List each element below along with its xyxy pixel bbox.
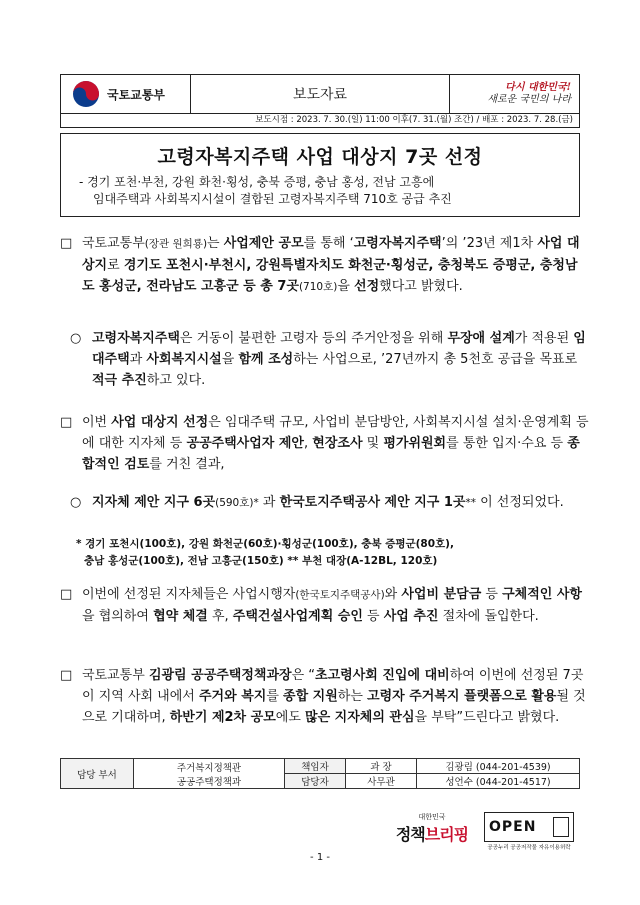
text-run: 및 (362, 436, 384, 451)
text-run: 주택건설사업계획 승인 (232, 609, 363, 624)
text-run: 하는 사업으로, ’27년까지 총 5천호 공급을 목표로 (293, 352, 578, 367)
square-bullet-icon: □ (60, 415, 73, 430)
text-run: 함께 조성 (238, 352, 294, 367)
text-run: 협약 체결 (153, 609, 208, 624)
open-label: OPEN (489, 819, 537, 835)
text-run: 이번에 선정된 지자체들은 사업시행자 (82, 587, 296, 602)
text-run: 지자체 제안 지구 6곳 (92, 495, 216, 510)
text-run: 될 것으로 기대하며, (82, 689, 586, 725)
footnote (76, 536, 586, 570)
text-run: 김광림 공공주택정책과장 (148, 668, 292, 683)
page-number: - 1 - (310, 852, 330, 863)
slogan-line2: 새로운 국민의 나라 (487, 94, 571, 105)
brand-part1: 정책 (395, 825, 425, 844)
brand-small: 대한민국 (418, 813, 446, 821)
text-run: 로 (107, 258, 124, 273)
paragraph-6-text (82, 665, 590, 728)
text-run: 국토교통부 (82, 668, 149, 683)
text-run: 는 (207, 236, 224, 251)
square-bullet-icon: □ (60, 587, 73, 602)
paragraph-1-text (82, 233, 590, 298)
text-run: ’의 ’23년 제1차 (441, 236, 538, 251)
text-run: 은 거동이 불편한 고령자 등의 주거안정을 위해 (179, 331, 448, 346)
position-2: 사무관 (346, 774, 417, 789)
title-box (60, 133, 580, 217)
text-run: , (304, 436, 313, 451)
role-2: 담당자 (285, 774, 346, 789)
license-icon (553, 817, 569, 837)
paragraph-1 (60, 233, 590, 298)
square-bullet-icon: □ (60, 668, 73, 683)
text-run: 선정 (354, 279, 380, 294)
footnote-line2: 충남 홍성군(100호), 전남 고흥군(150호) ** 부천 대장(A-12BL, 120호) (84, 555, 438, 567)
text-run: 사업제안 공모 (223, 236, 304, 251)
text-run: 평가위원회 (383, 436, 447, 451)
slogan (449, 75, 579, 113)
text-run: 고령자복지주택 (92, 331, 180, 346)
circle-bullet-icon: ○ (70, 331, 82, 346)
text-run: 하는 (337, 689, 368, 704)
text-run: 을 협의하여 (82, 609, 154, 624)
text-run: 임대주택 (92, 331, 586, 367)
text-run: 주거와 복지 (199, 689, 267, 704)
text-run: (710호) (298, 281, 338, 293)
text-run: 경기도 포천시·부천시, 강원특별자치도 화천군·횡성군, 충청북도 증평군, 충청남도 홍성군, 전라남도 고흥군 등 총 7곳 (82, 258, 578, 294)
text-run: (장관 원희룡) (144, 238, 208, 250)
paragraph-3 (60, 412, 590, 475)
paragraph-3-text (82, 412, 590, 475)
text-run: 사업 대상지 (82, 236, 580, 273)
text-run: 초고령사회 진입에 대비 (315, 668, 450, 683)
paragraph-5-text (82, 584, 590, 627)
brand-text (392, 822, 472, 845)
text-run: 사회복지시설 (146, 352, 222, 367)
text-run: 을 (221, 352, 239, 367)
text-run: 을 부탁”드린다고 밝혔다. (414, 710, 560, 725)
text-run: 과 (258, 495, 280, 510)
text-run: ** (465, 497, 476, 509)
text-run: 를 통해 ‘ (303, 236, 354, 251)
text-run: 종합적인 검토 (82, 436, 580, 472)
text-run: (한국토지주택공사) (295, 589, 385, 601)
text-run: 등 (481, 587, 503, 602)
role-1: 책임자 (285, 759, 346, 774)
dept-label: 담당 부서 (61, 759, 134, 789)
text-run: 후, (207, 609, 233, 624)
text-run: 를 (266, 689, 284, 704)
text-run: 많은 지자체의 관심 (305, 710, 415, 725)
dept-cell (134, 759, 285, 789)
page-title: 고령자복지주택 사업 대상지 7곳 선정 (157, 146, 483, 168)
header (60, 74, 580, 114)
text-run: 사업 대상지 선정 (111, 415, 209, 430)
text-run: 사업 추진 (383, 609, 439, 624)
text-run: 가 적용된 (514, 331, 574, 346)
text-run: 에도 (275, 710, 306, 725)
text-run: 하반기 제2차 공모 (169, 710, 276, 725)
text-run: 사업비 분담금 (401, 587, 482, 602)
paragraph-4-text (92, 492, 590, 514)
brand-part2: 브리핑 (424, 825, 469, 844)
text-run: 적극 추진 (92, 373, 147, 388)
text-run: 은 “ (291, 668, 316, 683)
text-run: 를 통한 입지·수요 등 (446, 436, 568, 451)
text-run: 등 (362, 609, 384, 624)
text-run: 이번 (82, 415, 112, 430)
text-run: 하고 있다. (146, 373, 206, 388)
slogan-line1: 다시 대한민국! (505, 82, 571, 93)
position-1: 과 장 (346, 759, 417, 774)
text-run: (590호)* (215, 497, 259, 509)
open-caption: 공공누리 공공저작물 자유이용허락 (487, 845, 571, 851)
text-run: 했다고 밝혔다. (379, 279, 463, 294)
release-info: 보도시점 : 2023. 7. 30.(일) 11:00 이후(7. 31.(월) 조간) / 배포 : 2023. 7. 28.(금) (60, 114, 580, 128)
text-run: 공공주택사업자 제안 (186, 436, 304, 451)
square-bullet-icon: □ (60, 236, 73, 251)
text-run: 을 (337, 279, 355, 294)
subtitle (79, 174, 579, 208)
text-run: 와 (384, 587, 402, 602)
text-run: 현장조사 (312, 436, 363, 451)
text-run: 무장애 설계 (447, 331, 515, 346)
paragraph-2-text (92, 328, 590, 391)
text-run: 고령자복지주택 (353, 236, 442, 251)
text-run: 구체적인 사항 (502, 587, 582, 602)
paragraph-2 (70, 328, 590, 391)
footnote-line1: * 경기 포천시(100호), 강원 화천군(60호)·횡성군(100호), 충북 증평군(80호), (76, 538, 454, 550)
text-run: 국토교통부 (82, 236, 145, 251)
person-2: 성언수 (044-201-4517) (417, 774, 580, 789)
contact-table (60, 758, 580, 789)
text-run: 종합 지원 (283, 689, 338, 704)
ministry-logo (61, 75, 191, 113)
paragraph-5 (60, 584, 590, 627)
text-run: 절차에 돌입한다. (438, 609, 539, 624)
taegeuk-icon (71, 79, 101, 109)
ministry-name: 국토교통부 (107, 87, 165, 102)
text-run: 고령자 주거복지 플랫폼으로 활용 (367, 689, 557, 704)
open-license-badge (484, 812, 574, 842)
dept-line1: 주거복지정책관 (176, 762, 242, 774)
text-run: 를 거친 결과, (149, 457, 225, 472)
policy-briefing-logo (392, 812, 472, 845)
text-run: 한국토지주택공사 제안 지구 1곳 (279, 495, 466, 510)
subtitle-line1: - 경기 포천·부천, 강원 화천·횡성, 충북 증평, 충남 홍성, 전남 고흥에 (79, 175, 435, 189)
dept-line2: 공공주택정책과 (176, 776, 242, 788)
person-1: 김광림 (044-201-4539) (417, 759, 580, 774)
text-run: 하여 이번에 선정된 7곳이 지역 사회 내에서 (82, 668, 584, 704)
paragraph-4 (70, 492, 590, 514)
text-run: 이 선정되었다. (475, 495, 564, 510)
paragraph-6 (60, 665, 590, 728)
doc-type: 보도자료 (292, 87, 348, 103)
circle-bullet-icon: ○ (70, 495, 82, 510)
text-run: 과 (129, 352, 147, 367)
text-run: 은 임대주택 규모, 사업비 분담방안, 사회복지시설 설치·운영계획 등에 대한 지자체 등 (82, 415, 589, 451)
subtitle-line2: 임대주택과 사회복지시설이 결합된 고령자복지주택 710호 공급 추진 (93, 192, 452, 206)
